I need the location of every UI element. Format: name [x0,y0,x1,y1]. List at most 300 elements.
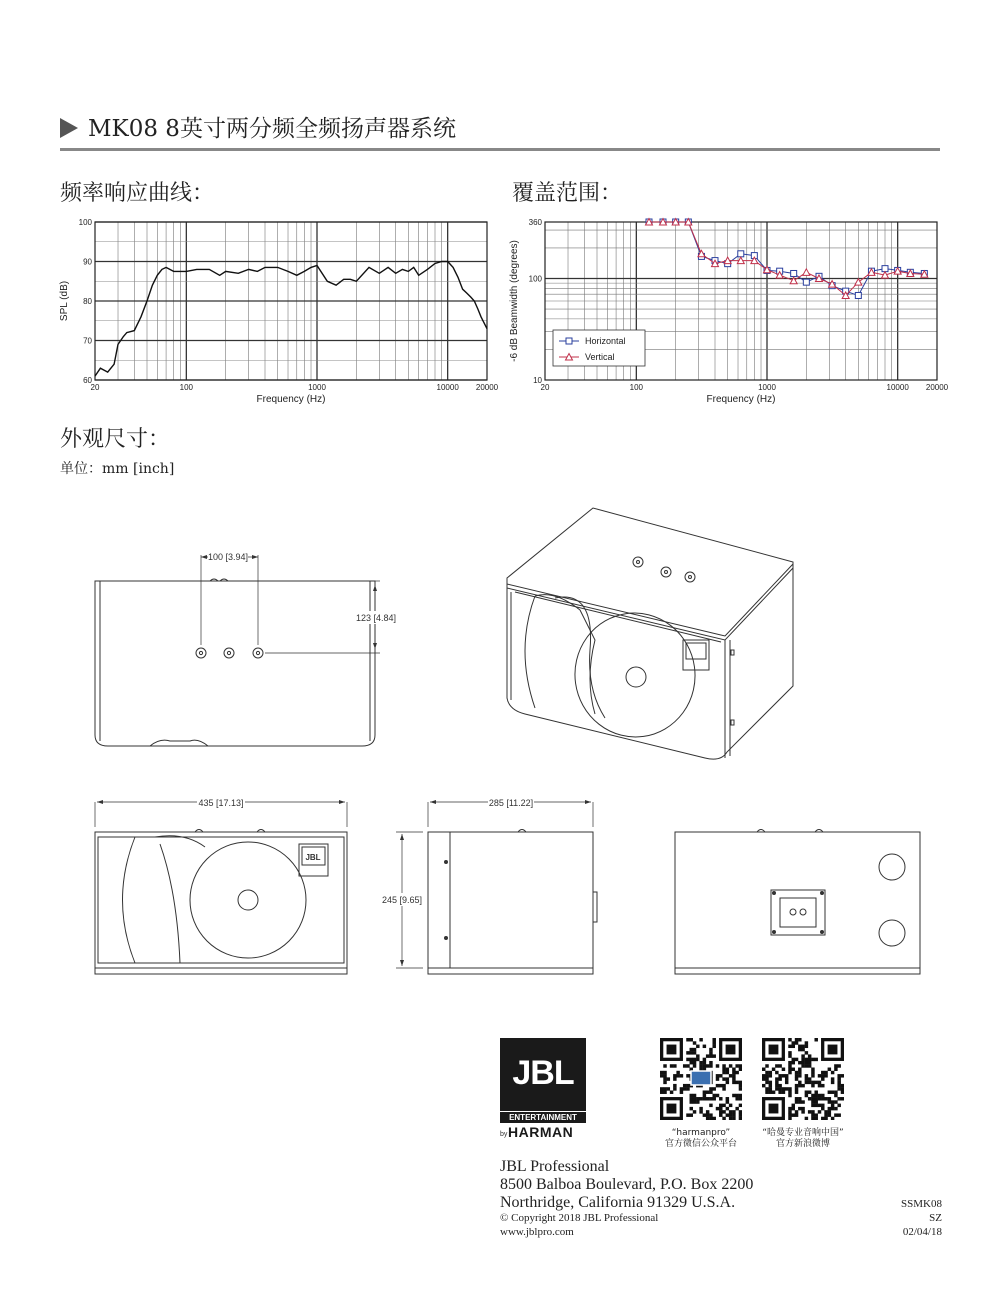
qr2-caption-line1: “哈曼专业音响中国” [762,1128,844,1138]
qr-finder-core [667,1045,677,1055]
tick-labels [79,218,499,392]
qr-module [693,1064,696,1067]
qr-module [699,1110,702,1113]
front-badge-text: JBL [305,853,321,862]
y-tick-label: 100 [528,274,542,284]
qr-module [762,1068,765,1071]
qr-module [735,1107,738,1110]
qr-module [739,1094,742,1097]
qr-module [775,1081,778,1084]
qr-module [673,1087,676,1090]
y-tick-label: 90 [83,257,92,267]
qr-module [811,1097,814,1100]
qr-module [778,1074,781,1077]
qr-module [709,1097,712,1100]
qr-module [712,1097,715,1100]
qr-module [811,1084,814,1087]
qr-module [667,1087,670,1090]
qr-module [706,1054,709,1057]
qr-module [798,1048,801,1051]
chart-legend [553,330,645,366]
qr-module [712,1041,715,1044]
qr-module [719,1097,722,1100]
qr-module [712,1054,715,1057]
qr-module [732,1081,735,1084]
qr-module [821,1071,824,1074]
qr-module [837,1077,840,1080]
x-tick-label: 1000 [308,383,326,392]
units-label: 单位：mm [inch] [60,461,175,477]
qr-module [788,1110,791,1113]
qr-module [660,1087,663,1090]
company-name: JBL Professional [500,1158,610,1175]
qr-module [712,1038,715,1041]
qr-module [788,1068,791,1071]
qr-module [814,1117,817,1120]
qr-module [798,1068,801,1071]
qr-module [693,1041,696,1044]
rear-view-drawing [665,820,935,980]
qr-module [788,1045,791,1048]
jbl-logo [500,1038,586,1122]
page-title: MK08 8英寸两分频全频扬声器系统 [88,116,456,142]
qr-module [808,1110,811,1113]
qr-module [775,1084,778,1087]
qr-module [841,1090,844,1093]
qr-module [690,1097,693,1100]
data-point-horizontal [738,251,744,257]
data-point-vertical [803,269,810,276]
x-tick-label: 20 [90,383,100,392]
qr-module [841,1097,844,1100]
qr-module [785,1087,788,1090]
data-point-horizontal [855,292,861,298]
qr-module [706,1090,709,1093]
qr-module [788,1087,791,1090]
page-header [60,108,940,150]
chart-grid [95,222,487,380]
y-tick-label: 10 [533,376,542,385]
qr-module [716,1094,719,1097]
qr-module [792,1113,795,1116]
qr-module [788,1094,791,1097]
qr-module [726,1113,729,1116]
qr-module [686,1064,689,1067]
qr-module [795,1071,798,1074]
jbl-logo-text: JBL [512,1054,574,1092]
qr-module [801,1058,804,1061]
qr-module [706,1117,709,1120]
dimensions-heading: 外观尺寸： [60,427,171,452]
qr-module [696,1054,699,1057]
qr-module [722,1071,725,1074]
dim-top-depth-label: 123 [4.84] [355,613,397,623]
doc-date: 02/04/18 [902,1226,942,1238]
qr-module [795,1090,798,1093]
qr-module [663,1064,666,1067]
qr-module [798,1061,801,1064]
qr-module [824,1113,827,1116]
qr-module [693,1051,696,1054]
qr-module [716,1107,719,1110]
qr-module [788,1051,791,1054]
address-line1: 8500 Balboa Boulevard, P.O. Box 2200 [500,1176,754,1193]
triangle-bullet-icon [60,118,78,138]
qr-module [805,1041,808,1044]
qr-module [693,1061,696,1064]
series-line-vertical [649,222,924,296]
x-tick-label: 20 [540,383,550,392]
qr-module [831,1081,834,1084]
front-view-drawing [85,792,360,977]
qr-module [769,1087,772,1090]
qr-module [722,1117,725,1120]
qr-module [782,1068,785,1071]
y-axis-label: -6 dB Beamwidth (degrees) [509,240,520,362]
qr-module [801,1045,804,1048]
qr-module [811,1071,814,1074]
qr-module [686,1038,689,1041]
qr-module [690,1058,693,1061]
legend-label: Horizontal [585,336,626,346]
frequency-response-chart [55,210,505,410]
qr-module [690,1113,693,1116]
qr1-caption-line2: 官方微信公众平台 [664,1139,737,1149]
qr-module [719,1113,722,1116]
qr-module [696,1100,699,1103]
qr-module [801,1064,804,1067]
qr-module [805,1090,808,1093]
qr-module [729,1104,732,1107]
qr-module [765,1074,768,1077]
qr-module [683,1064,686,1067]
qr-module [683,1087,686,1090]
qr-module [716,1077,719,1080]
x-tick-label: 100 [629,383,644,392]
qr-module [775,1071,778,1074]
qr-module [805,1074,808,1077]
qr-module [811,1058,814,1061]
qr-module [703,1094,706,1097]
qr-module [739,1110,742,1113]
qr-module [798,1045,801,1048]
qr-module [841,1084,844,1087]
qr-module [686,1051,689,1054]
x-tick-label: 10000 [886,383,909,392]
qr-module [792,1058,795,1061]
website-link[interactable]: www.jblpro.com [500,1226,574,1238]
qr-module [660,1071,663,1074]
qr-module [769,1084,772,1087]
qr-module [792,1104,795,1107]
x-axis-label: Frequency (Hz) [256,394,326,405]
qr-module [739,1068,742,1071]
qr-module [663,1090,666,1093]
qr-module [739,1104,742,1107]
qr-module [722,1068,725,1071]
qr-module [762,1077,765,1080]
qr-module [686,1058,689,1061]
qr-module [824,1071,827,1074]
qr-module [765,1071,768,1074]
qr-module [686,1074,689,1077]
qr-module [824,1117,827,1120]
qr-module [805,1117,808,1120]
qr-module [811,1104,814,1107]
isometric-view-drawing [495,500,815,765]
qr-module [739,1117,742,1120]
y-tick-label: 70 [83,336,92,346]
x-tick-label: 20000 [475,383,499,392]
qr-module [772,1068,775,1071]
qr-module [739,1113,742,1116]
qr-module [667,1077,670,1080]
qr-module [722,1064,725,1067]
qr-module [821,1107,824,1110]
qr-module [811,1117,814,1120]
qr-module [798,1074,801,1077]
qr-module [795,1100,798,1103]
qr-module [814,1081,817,1084]
qr-module [722,1084,725,1087]
qr-module [706,1064,709,1067]
qr-module [703,1113,706,1116]
qr-module [841,1074,844,1077]
qr-module [828,1107,831,1110]
qr-module [690,1094,693,1097]
qr-module [735,1081,738,1084]
qr-module [769,1074,772,1077]
qr-module [792,1061,795,1064]
qr-module [821,1117,824,1120]
qr-module [663,1081,666,1084]
qr-module [785,1081,788,1084]
qr-module [673,1064,676,1067]
qr-module [703,1097,706,1100]
qr-module [831,1077,834,1080]
qr-module [808,1054,811,1057]
x-tick-label: 20000 [925,383,949,392]
qr-module [778,1090,781,1093]
dim-top-spacing-label: 100 [3.94] [207,552,249,562]
dim-depth-label: 285 [11.22] [488,798,534,808]
qr-module [676,1071,679,1074]
qr-module [805,1081,808,1084]
qr-module [795,1074,798,1077]
x-tick-label: 100 [179,383,194,392]
qr-module [765,1064,768,1067]
qr-module [778,1077,781,1080]
qr-module [837,1074,840,1077]
qr-module [821,1084,824,1087]
qr-module [814,1038,817,1041]
qr-module [735,1094,738,1097]
qr-module [735,1064,738,1067]
coverage-heading: 覆盖范围： [512,181,623,206]
qr-module [709,1064,712,1067]
qr-module [788,1107,791,1110]
qr-module [726,1107,729,1110]
qr-module [706,1097,709,1100]
qr-module [690,1048,693,1051]
qr-module [824,1074,827,1077]
qr-module [712,1087,715,1090]
qr-module [722,1087,725,1090]
qr-module [739,1081,742,1084]
qr-module [726,1071,729,1074]
qr-module [792,1107,795,1110]
qr-module [798,1081,801,1084]
y-tick-label: 80 [83,297,92,306]
qr-module [732,1117,735,1120]
qr-module [765,1081,768,1084]
qr-module [739,1097,742,1100]
qr-module [709,1048,712,1051]
qr-module [795,1097,798,1100]
qr-module [712,1045,715,1048]
qr-module [712,1117,715,1120]
jbl-logo-band [500,1111,586,1123]
qr-module [703,1058,706,1061]
qr-module [811,1113,814,1116]
logo-by-text: by [500,1131,508,1138]
qr-module [726,1097,729,1100]
legend-marker-square [566,338,572,344]
qr-module [703,1061,706,1064]
qr-module [729,1074,732,1077]
y-tick-label: 360 [528,218,542,227]
qr-module [841,1087,844,1090]
harman-logo-text: HARMAN [508,1124,574,1140]
qr-module [782,1087,785,1090]
qr-module [821,1074,824,1077]
qr-module [834,1090,837,1093]
x-tick-label: 1000 [758,383,776,392]
qr-module [834,1068,837,1071]
qr-module [686,1087,689,1090]
qr-module [785,1074,788,1077]
qr-finder-core [769,1045,779,1055]
qr-module [792,1041,795,1044]
qr-module [795,1087,798,1090]
qr-module [719,1074,722,1077]
qr-module [788,1064,791,1067]
qr-module [831,1104,834,1107]
qr-module [788,1038,791,1041]
qr-module [716,1074,719,1077]
qr-module [729,1064,732,1067]
logo-band-text: ENTERTAINMENT [509,1113,577,1122]
legend-label: Vertical [585,352,615,362]
y-axis-label: SPL (dB) [59,280,70,322]
qr-module [788,1061,791,1064]
qr-module [670,1090,673,1093]
dim-height-label: 245 [9.65] [381,895,423,905]
qr-module [782,1090,785,1093]
qr-module [732,1074,735,1077]
qr-module [696,1058,699,1061]
qr-module [693,1058,696,1061]
qr-module [739,1084,742,1087]
qr-module [788,1113,791,1116]
qr-module [663,1074,666,1077]
qr-module [690,1061,693,1064]
coverage-chart [505,210,955,410]
address-line2: Northridge, California 91329 U.S.A. [500,1194,736,1211]
qr-module [828,1100,831,1103]
qr-module [778,1064,781,1067]
qr-module [663,1087,666,1090]
qr-module [699,1097,702,1100]
qr-module [828,1113,831,1116]
qr-module [814,1090,817,1093]
qr-module [837,1081,840,1084]
qr-module [795,1041,798,1044]
qr-module [660,1074,663,1077]
qr-module [726,1081,729,1084]
qr-module [709,1113,712,1116]
x-axis-label: Frequency (Hz) [706,394,776,405]
qr-module [670,1064,673,1067]
qr-code-weibo [762,1038,844,1120]
qr-module [719,1104,722,1107]
qr-module [712,1094,715,1097]
qr1-caption-line1: “harmanpro” [671,1128,731,1138]
qr-module [814,1058,817,1061]
qr-module [722,1104,725,1107]
qr-module [726,1068,729,1071]
qr-center-logo-icon [691,1071,711,1085]
qr-module [765,1087,768,1090]
doc-code: SSMK08 [901,1198,942,1210]
qr-module [814,1104,817,1107]
qr-module [808,1064,811,1067]
qr-module [801,1100,804,1103]
qr-module [788,1071,791,1074]
qr-module [726,1100,729,1103]
qr-module [811,1081,814,1084]
qr-module [762,1084,765,1087]
qr-module [814,1113,817,1116]
qr-module [808,1077,811,1080]
qr-module [732,1113,735,1116]
qr-module [837,1097,840,1100]
qr-module [818,1097,821,1100]
qr-module [808,1097,811,1100]
qr-module [693,1094,696,1097]
qr-module [663,1071,666,1074]
qr-module [828,1097,831,1100]
qr-module [801,1110,804,1113]
qr-module [782,1074,785,1077]
qr-module [732,1077,735,1080]
qr-module [824,1110,827,1113]
qr-module [719,1107,722,1110]
qr-module [699,1107,702,1110]
qr-module [709,1117,712,1120]
copyright-text: © Copyright 2018 JBL Professional [500,1212,659,1224]
qr-module [703,1064,706,1067]
qr-module [834,1113,837,1116]
qr-module [818,1110,821,1113]
qr-module [729,1113,732,1116]
qr-module [801,1054,804,1057]
qr-module [801,1048,804,1051]
qr-module [837,1064,840,1067]
qr-module [699,1038,702,1041]
qr-module [818,1084,821,1087]
qr-module [703,1045,706,1048]
